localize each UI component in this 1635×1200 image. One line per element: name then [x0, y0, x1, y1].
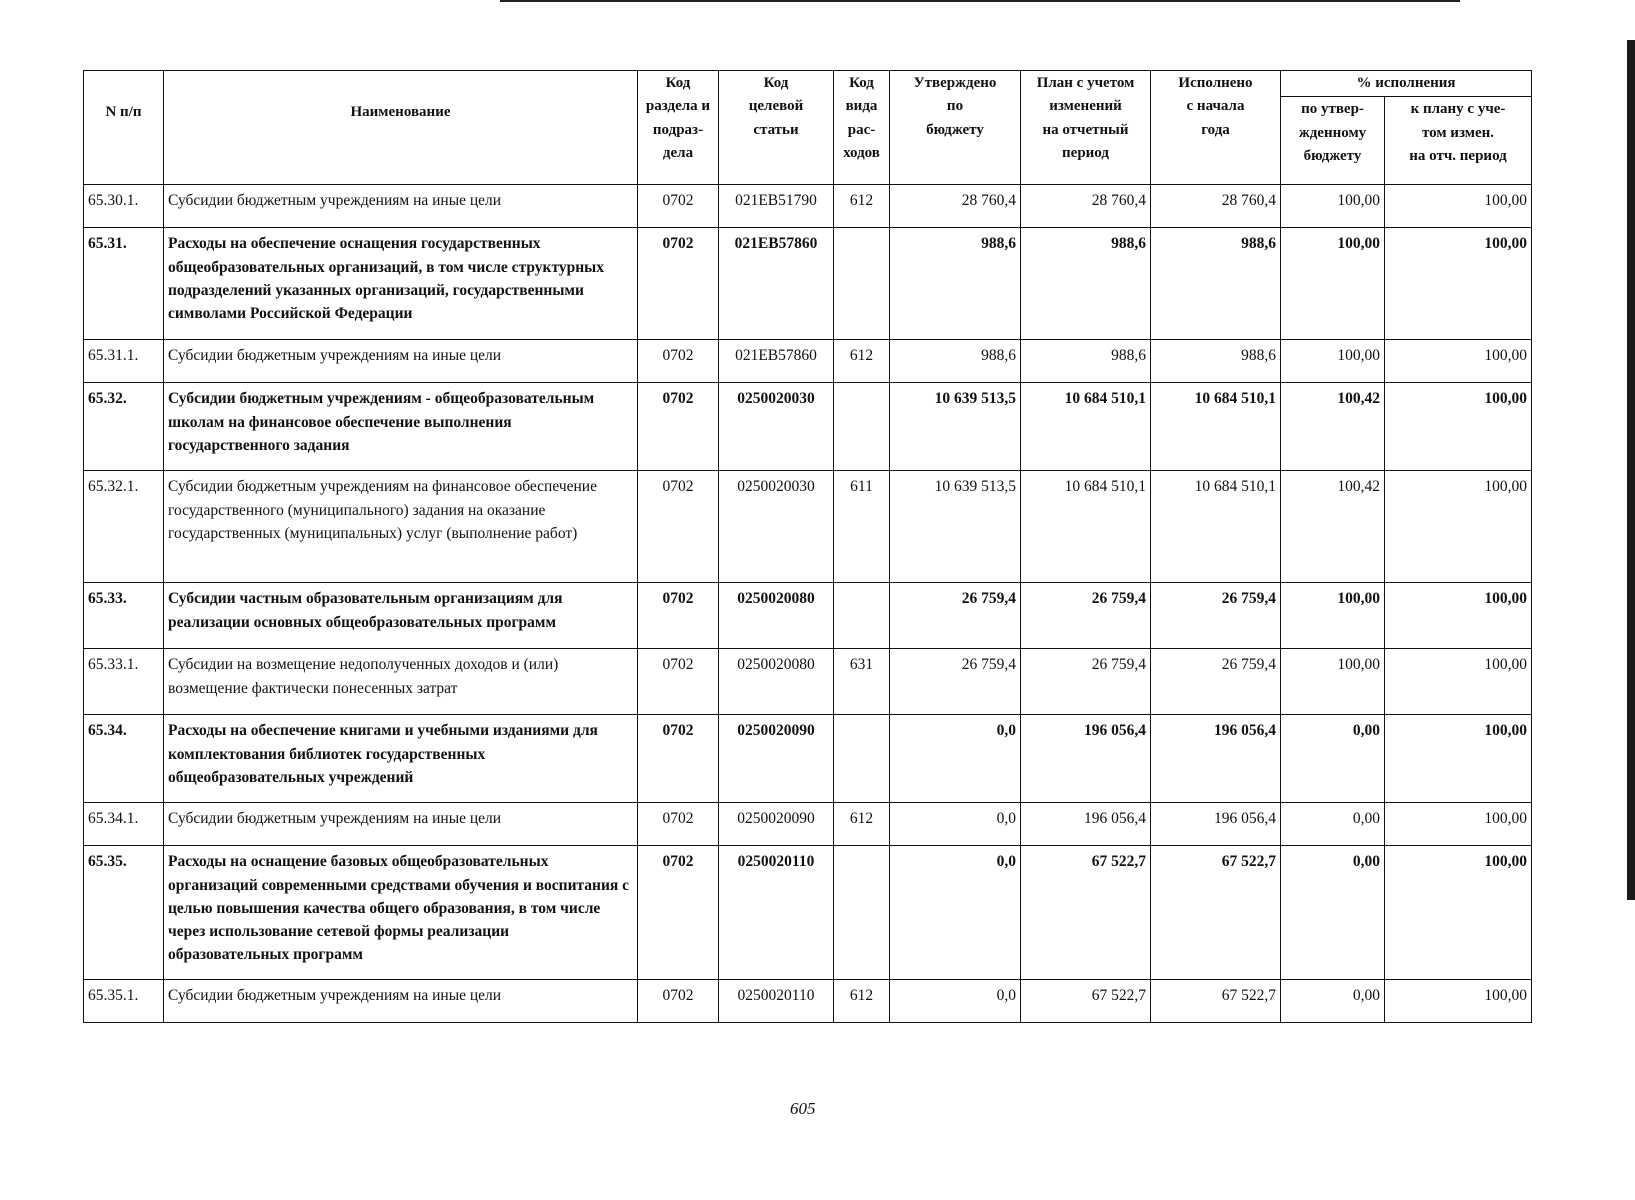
table-row	[84, 980, 1532, 1023]
cell-approved-amount: 10 639 513,5	[890, 471, 1021, 583]
cell-pct-budget: 0,00	[1281, 803, 1385, 846]
header-section-code: Код раздела и подраз- дела	[638, 71, 719, 185]
cell-pct-plan: 100,00	[1385, 340, 1532, 383]
table-row	[84, 715, 1532, 803]
cell-item-name: Субсидии бюджетным учреждениям на иные цели	[164, 185, 638, 228]
cell-row-number: 65.32.1.	[84, 471, 164, 583]
header-num: N п/п	[84, 71, 164, 185]
table-row	[84, 340, 1532, 383]
cell-plan-amount: 10 684 510,1	[1021, 383, 1151, 471]
cell-approved-amount: 0,0	[890, 715, 1021, 803]
cell-kind-code	[834, 228, 890, 340]
cell-target-code: 0250020080	[719, 583, 834, 649]
cell-pct-plan: 100,00	[1385, 715, 1532, 803]
cell-pct-budget: 100,42	[1281, 471, 1385, 583]
cell-executed-amount: 196 056,4	[1151, 803, 1281, 846]
cell-row-number: 65.31.	[84, 228, 164, 340]
cell-target-code: 0250020030	[719, 383, 834, 471]
cell-section-code: 0702	[638, 471, 719, 583]
cell-executed-amount: 10 684 510,1	[1151, 471, 1281, 583]
cell-pct-budget: 0,00	[1281, 715, 1385, 803]
cell-pct-budget: 0,00	[1281, 846, 1385, 980]
cell-row-number: 65.30.1.	[84, 185, 164, 228]
cell-pct-plan: 100,00	[1385, 228, 1532, 340]
cell-item-name: Субсидии бюджетным учреждениям на финансовое обеспечение государственного (муниципального) задания на оказание государственных (муниципальных) услуг (выполнение работ)	[164, 471, 638, 583]
cell-plan-amount: 26 759,4	[1021, 583, 1151, 649]
cell-section-code: 0702	[638, 383, 719, 471]
cell-plan-amount: 988,6	[1021, 340, 1151, 383]
table-row	[84, 228, 1532, 340]
cell-executed-amount: 26 759,4	[1151, 583, 1281, 649]
cell-section-code: 0702	[638, 185, 719, 228]
table-row	[84, 383, 1532, 471]
cell-item-name: Субсидии частным образовательным организациям для реализации основных общеобразовательных программ	[164, 583, 638, 649]
cell-section-code: 0702	[638, 340, 719, 383]
cell-approved-amount: 988,6	[890, 228, 1021, 340]
header-approved: Утверждено по бюджету	[890, 71, 1021, 185]
cell-row-number: 65.34.	[84, 715, 164, 803]
header-pct-plan: к плану с уче- том измен. на отч. период	[1385, 97, 1532, 185]
cell-pct-plan: 100,00	[1385, 471, 1532, 583]
cell-pct-plan: 100,00	[1385, 980, 1532, 1023]
cell-executed-amount: 67 522,7	[1151, 846, 1281, 980]
table-row	[84, 803, 1532, 846]
cell-pct-plan: 100,00	[1385, 846, 1532, 980]
cell-section-code: 0702	[638, 228, 719, 340]
cell-pct-plan: 100,00	[1385, 383, 1532, 471]
cell-executed-amount: 26 759,4	[1151, 649, 1281, 715]
header-executed: Исполнено с начала года	[1151, 71, 1281, 185]
cell-target-code: 0250020110	[719, 980, 834, 1023]
header-name: Наименование	[164, 71, 638, 185]
cell-section-code: 0702	[638, 980, 719, 1023]
cell-approved-amount: 0,0	[890, 846, 1021, 980]
cell-kind-code	[834, 583, 890, 649]
cell-executed-amount: 196 056,4	[1151, 715, 1281, 803]
cell-section-code: 0702	[638, 715, 719, 803]
cell-executed-amount: 988,6	[1151, 228, 1281, 340]
cell-kind-code	[834, 846, 890, 980]
cell-kind-code: 631	[834, 649, 890, 715]
cell-row-number: 65.31.1.	[84, 340, 164, 383]
cell-section-code: 0702	[638, 649, 719, 715]
cell-item-name: Расходы на обеспечение оснащения государственных общеобразовательных организаций, в том числе структурных подразделений указанных организаций, государственными символами Российской Федерации	[164, 228, 638, 340]
cell-row-number: 65.34.1.	[84, 803, 164, 846]
cell-pct-plan: 100,00	[1385, 185, 1532, 228]
top-rule	[500, 0, 1460, 2]
cell-kind-code: 611	[834, 471, 890, 583]
cell-plan-amount: 67 522,7	[1021, 980, 1151, 1023]
cell-row-number: 65.35.	[84, 846, 164, 980]
cell-pct-budget: 100,00	[1281, 185, 1385, 228]
table-row	[84, 471, 1532, 583]
cell-pct-budget: 0,00	[1281, 980, 1385, 1023]
cell-pct-budget: 100,42	[1281, 383, 1385, 471]
cell-executed-amount: 28 760,4	[1151, 185, 1281, 228]
cell-pct-budget: 100,00	[1281, 649, 1385, 715]
budget-execution-table	[83, 70, 1532, 1023]
cell-pct-budget: 100,00	[1281, 340, 1385, 383]
cell-plan-amount: 196 056,4	[1021, 715, 1151, 803]
cell-section-code: 0702	[638, 583, 719, 649]
cell-target-code: 021EB57860	[719, 228, 834, 340]
cell-section-code: 0702	[638, 846, 719, 980]
cell-approved-amount: 0,0	[890, 980, 1021, 1023]
cell-plan-amount: 67 522,7	[1021, 846, 1151, 980]
cell-pct-plan: 100,00	[1385, 583, 1532, 649]
cell-item-name: Расходы на обеспечение книгами и учебными изданиями для комплектования библиотек государственных общеобразовательных учреждений	[164, 715, 638, 803]
cell-target-code: 0250020090	[719, 803, 834, 846]
header-target-code: Код целевой статьи	[719, 71, 834, 185]
cell-kind-code: 612	[834, 185, 890, 228]
cell-plan-amount: 196 056,4	[1021, 803, 1151, 846]
cell-item-name: Субсидии на возмещение недополученных доходов и (или) возмещение фактически понесенных затрат	[164, 649, 638, 715]
cell-executed-amount: 988,6	[1151, 340, 1281, 383]
cell-pct-budget: 100,00	[1281, 228, 1385, 340]
cell-item-name: Субсидии бюджетным учреждениям на иные цели	[164, 980, 638, 1023]
cell-kind-code: 612	[834, 803, 890, 846]
cell-approved-amount: 28 760,4	[890, 185, 1021, 228]
cell-approved-amount: 26 759,4	[890, 649, 1021, 715]
cell-item-name: Субсидии бюджетным учреждениям на иные цели	[164, 803, 638, 846]
page-number: 605	[790, 1099, 816, 1118]
cell-executed-amount: 67 522,7	[1151, 980, 1281, 1023]
cell-target-code: 0250020110	[719, 846, 834, 980]
header-row-1	[84, 71, 1532, 97]
cell-target-code: 0250020030	[719, 471, 834, 583]
cell-plan-amount: 26 759,4	[1021, 649, 1151, 715]
table-row	[84, 846, 1532, 980]
table-row	[84, 185, 1532, 228]
table-row	[84, 583, 1532, 649]
cell-target-code: 021EB51790	[719, 185, 834, 228]
cell-executed-amount: 10 684 510,1	[1151, 383, 1281, 471]
cell-target-code: 021EB57860	[719, 340, 834, 383]
cell-plan-amount: 10 684 510,1	[1021, 471, 1151, 583]
cell-approved-amount: 988,6	[890, 340, 1021, 383]
cell-approved-amount: 10 639 513,5	[890, 383, 1021, 471]
cell-kind-code	[834, 715, 890, 803]
cell-pct-plan: 100,00	[1385, 649, 1532, 715]
header-pct-group: % исполнения	[1281, 71, 1532, 97]
cell-kind-code	[834, 383, 890, 471]
cell-kind-code: 612	[834, 980, 890, 1023]
header-kind-code: Код вида рас- ходов	[834, 71, 890, 185]
scan-edge-shadow	[1627, 40, 1635, 900]
cell-pct-budget: 100,00	[1281, 583, 1385, 649]
cell-row-number: 65.33.	[84, 583, 164, 649]
cell-section-code: 0702	[638, 803, 719, 846]
cell-plan-amount: 28 760,4	[1021, 185, 1151, 228]
cell-item-name: Субсидии бюджетным учреждениям - общеобразовательным школам на финансовое обеспечение выполнения государственного задания	[164, 383, 638, 471]
cell-approved-amount: 0,0	[890, 803, 1021, 846]
cell-kind-code: 612	[834, 340, 890, 383]
cell-plan-amount: 988,6	[1021, 228, 1151, 340]
cell-item-name: Субсидии бюджетным учреждениям на иные цели	[164, 340, 638, 383]
header-pct-budget: по утвер- жденному бюджету	[1281, 97, 1385, 185]
header-plan: План с учетом изменений на отчетный период	[1021, 71, 1151, 185]
cell-item-name: Расходы на оснащение базовых общеобразовательных организаций современными средствами обучения и воспитания с целью повышения качества общего образования, в том числе через использование сетевой формы реализации образовательных программ	[164, 846, 638, 980]
cell-row-number: 65.32.	[84, 383, 164, 471]
cell-target-code: 0250020080	[719, 649, 834, 715]
table-row	[84, 649, 1532, 715]
cell-row-number: 65.35.1.	[84, 980, 164, 1023]
cell-target-code: 0250020090	[719, 715, 834, 803]
cell-row-number: 65.33.1.	[84, 649, 164, 715]
cell-approved-amount: 26 759,4	[890, 583, 1021, 649]
cell-pct-plan: 100,00	[1385, 803, 1532, 846]
